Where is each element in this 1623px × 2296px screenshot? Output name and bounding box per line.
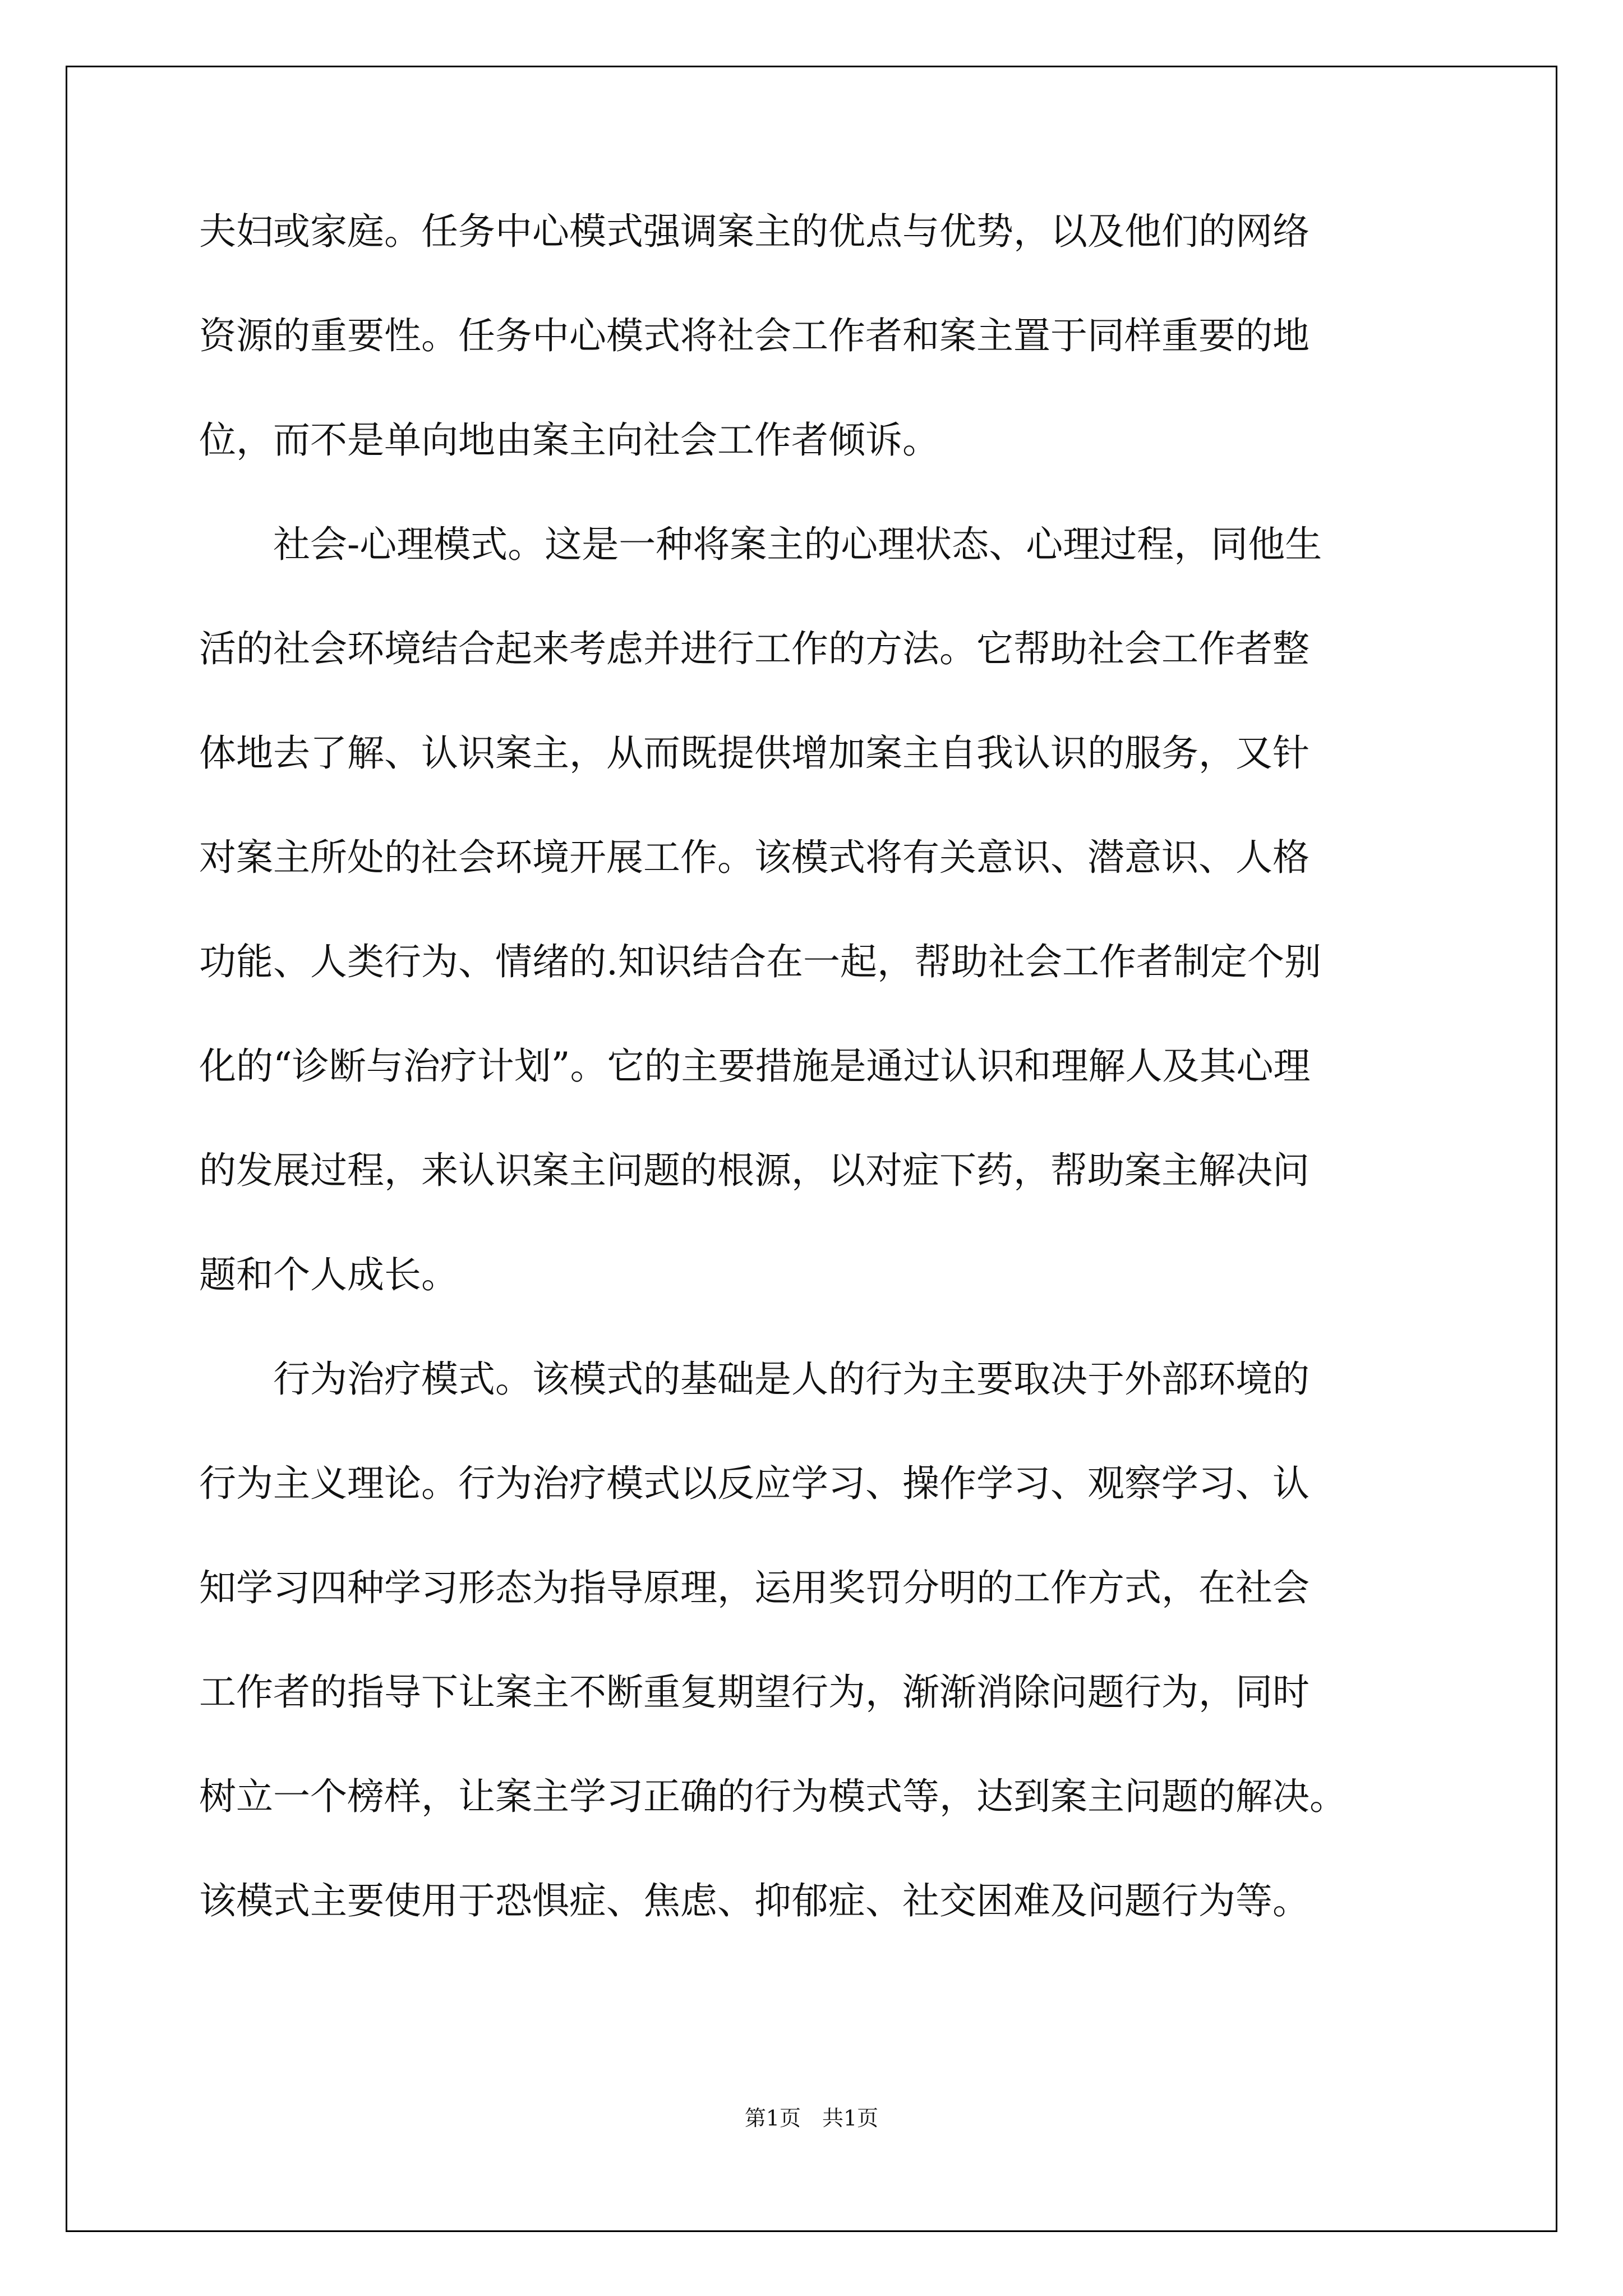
paragraph xyxy=(199,523,1433,1361)
text-line: 树立一个榜样，让案主学习正确的行为模式等，达到案主问题的解决。 xyxy=(199,1775,1347,1818)
text-line: 社会-心理模式。这是一种将案主的心理状态、心理过程，同他生 xyxy=(199,523,1322,566)
text-line: 该模式主要使用于恐惧症、焦虑、抑郁症、社交困难及问题行为等。 xyxy=(199,1879,1310,1922)
text-line: 功能、人类行为、情绪的.知识结合在一起，帮助社会工作者制定个别 xyxy=(199,940,1321,983)
text-line: 的发展过程，来认识案主问题的根源，以对症下药，帮助案主解决问 xyxy=(199,1149,1310,1192)
paragraph xyxy=(199,210,1433,526)
text-line: 行为主义理论。行为治疗模式以反应学习、操作学习、观察学习、认 xyxy=(199,1462,1310,1505)
text-line: 行为治疗模式。该模式的基础是人的行为主要取决于外部环境的 xyxy=(199,1358,1310,1401)
text-line: 活的社会环境结合起来考虑并进行工作的方法。它帮助社会工作者整 xyxy=(199,627,1310,670)
text-line: 化的“诊断与治疗计划”。它的主要措施是通过认识和理解人及其心理 xyxy=(199,1045,1311,1088)
text-line: 体地去了解、认识案主，从而既提供增加案主自我认识的服务，又针 xyxy=(199,731,1310,775)
document-body xyxy=(199,210,1433,1987)
page-number-footer: 第1页 共1页 xyxy=(744,2106,879,2131)
text-line: 夫妇或家庭。任务中心模式强调案主的优点与优势，以及他们的网络 xyxy=(199,210,1310,253)
text-line: 对案主所处的社会环境开展工作。该模式将有关意识、潜意识、人格 xyxy=(199,836,1310,879)
text-line: 知学习四种学习形态为指导原理，运用奖罚分明的工作方式，在社会 xyxy=(199,1566,1310,1609)
text-line: 资源的重要性。任务中心模式将社会工作者和案主置于同样重要的地 xyxy=(199,314,1310,357)
text-line: 位，而不是单向地由案主向社会工作者倾诉。 xyxy=(199,418,939,462)
text-line: 题和个人成长。 xyxy=(199,1253,458,1296)
text-line: 工作者的指导下让案主不断重复期望行为，渐渐消除问题行为，同时 xyxy=(199,1671,1310,1714)
paragraph xyxy=(199,1358,1433,1987)
